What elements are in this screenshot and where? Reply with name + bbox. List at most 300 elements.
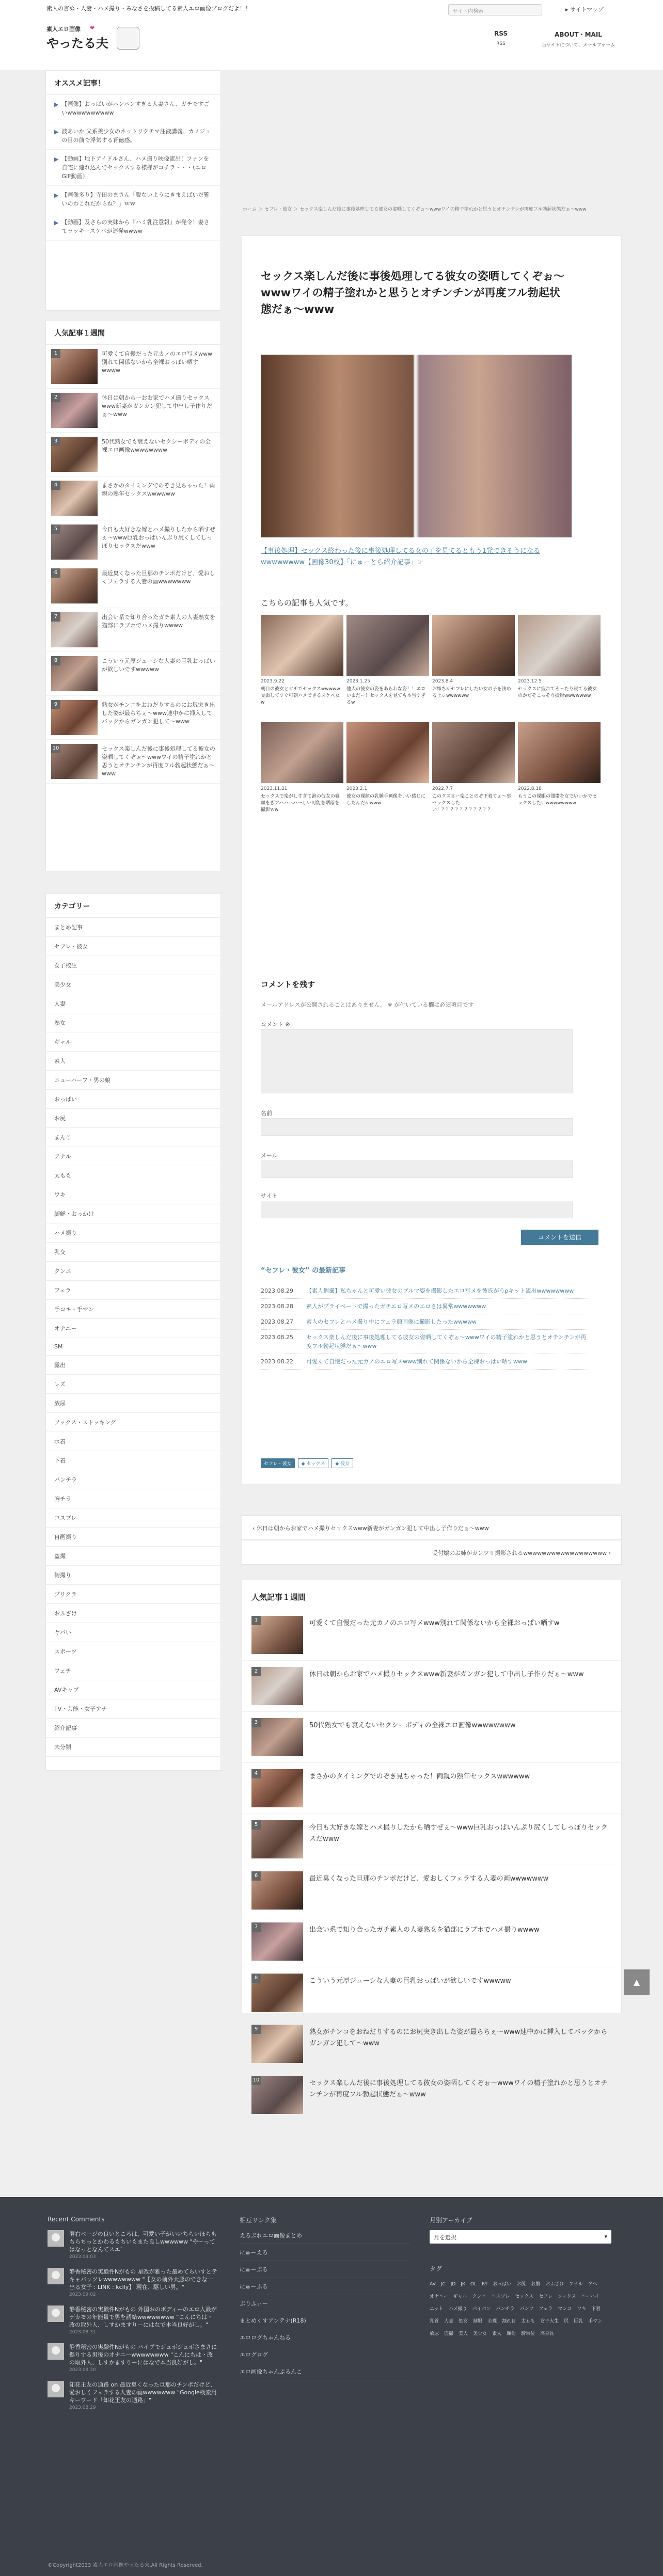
category-item[interactable]: AVキャプ <box>46 1680 220 1699</box>
popular-item-title: 今日も大好きな嫁とハメ撮りしたから晒すぜぇ～www巨乳おっぱいんぷり尻くしてしっぽりセックスだwww <box>102 526 215 549</box>
tag-icon: ◆ <box>335 1461 339 1467</box>
logo-heart-icon: ❤ <box>90 25 95 31</box>
tag-link[interactable]: お腹 <box>531 2282 541 2287</box>
rank-badge: 8 <box>251 1974 261 1983</box>
comment-textarea[interactable] <box>261 1029 573 1093</box>
related-thumbnail[interactable] <box>346 722 429 783</box>
popular-main-item-title: セックス楽しんだ後に事後処理してる彼女の姿晒してくぞぉ～wwwワイの精子塗れかと思うとオチンチンが再度フル勃起状態だぁ～www <box>309 2079 608 2098</box>
tag-link[interactable]: JC <box>440 2282 446 2287</box>
rank-badge: 6 <box>51 568 60 578</box>
footer-link[interactable]: まとめくすアンテナ(R18) <box>240 2312 410 2329</box>
email-label: メール <box>261 1152 278 1159</box>
popular-main-item[interactable] <box>242 1916 621 1967</box>
sitemap-label: サイトマップ <box>570 6 604 13</box>
popular-item[interactable] <box>46 433 220 476</box>
category-item[interactable]: レズ <box>46 1375 220 1394</box>
logo-mascot-icon <box>117 27 139 50</box>
category-item[interactable]: SM <box>46 1338 220 1356</box>
popular-main-item-title: 最近臭くなった旦那のチンポだけど、愛おしくフェラする人妻の画wwwwwww <box>309 1875 549 1883</box>
footer-link[interactable]: エロ画像ちゃんぷるんこ <box>240 2363 410 2380</box>
related-thumbnail[interactable] <box>261 615 343 676</box>
popular-thumbnail[interactable] <box>51 393 98 428</box>
category-item[interactable]: ギャル <box>46 1032 220 1052</box>
tag-link[interactable]: ギャル <box>453 2294 467 2299</box>
tag-icon: ◆ <box>301 1461 305 1467</box>
chevron-left-icon: ‹ <box>252 1525 257 1532</box>
popular-item-title: こういう元厚ジューシな人妻の巨乳おっぱいが欲しいですwwwww <box>102 658 215 673</box>
sitemap-icon: ▸ <box>565 6 571 13</box>
comment-form <box>242 934 622 1484</box>
popular-item[interactable] <box>46 696 220 740</box>
popular-item[interactable] <box>46 476 220 520</box>
popular-item[interactable] <box>46 740 220 784</box>
recent-comment[interactable] <box>48 2381 218 2410</box>
tag-link[interactable]: 全裸 <box>487 2319 497 2324</box>
category-item[interactable]: スポーツ <box>46 1642 220 1661</box>
category-item[interactable]: 人妻 <box>46 994 220 1013</box>
popular-thumbnail[interactable] <box>51 744 98 779</box>
chevron-right-icon: › <box>607 1550 611 1556</box>
related-title[interactable]: お姉ちがセフレにしたい女の子を決める上ぃwwwwww <box>432 687 511 698</box>
category-item[interactable]: ソックス・ストッキング <box>46 1413 220 1432</box>
recommended-item-title: 【画像】おっぱいがパンパンすぎる人妻さん、ガチですごいwwwwwwwwww <box>61 101 210 116</box>
tag-link[interactable]: 割れ目 <box>502 2319 516 2324</box>
popular-list <box>46 345 220 784</box>
tag-link[interactable]: ソックス <box>557 2294 576 2299</box>
latest-item[interactable] <box>261 1330 591 1354</box>
rank-badge: 3 <box>51 437 60 446</box>
tag-link[interactable]: JD <box>450 2282 456 2287</box>
recommended-item[interactable] <box>46 95 220 122</box>
category-item[interactable]: 女子校生 <box>46 956 220 975</box>
popular-main-heading: 人気記事１週間 <box>251 1593 306 1602</box>
popular-main-item-title: こういう元厚ジューシな人妻の巨乳おっぱいが欲しいですwwwww <box>309 1977 511 1985</box>
popular-thumbnail[interactable] <box>51 656 98 691</box>
sitemap-link[interactable] <box>565 5 604 13</box>
popular-main-item[interactable] <box>242 1661 621 1712</box>
tag-link[interactable]: 制服 <box>473 2319 483 2324</box>
category-item[interactable]: お尻 <box>46 1109 220 1128</box>
footer-link[interactable]: えろぷれエロ画像まとめ <box>240 2227 410 2244</box>
tag-link[interactable]: パイパン <box>472 2307 491 2312</box>
site-tagline: 素人の言ぬ・人妻・ハメ撮り・みなさを投稿してる素人エロ画像ブログだよ！！ <box>46 5 251 12</box>
site-header <box>0 21 663 70</box>
copyright: ©Copyright2023 素人エロ画像やったる夫.All Rights Reserved. <box>48 2563 203 2568</box>
latest-heading: “セフレ・彼女” の最新記事 <box>261 1267 346 1275</box>
popular-main-item[interactable] <box>242 1610 621 1661</box>
article-card <box>242 235 622 935</box>
category-item[interactable]: 未分類 <box>46 1738 220 1757</box>
next-article-title: 受付嬢のお姉がガンツリ撮影されるwwwwwwwwwwwwwwwwww <box>432 1550 607 1556</box>
popular-item-title: 50代熟女でも衰えないセクシーボディの全裸エロ画像wwwwwwww <box>102 438 211 453</box>
related-date: 2023.12.5 <box>518 679 542 684</box>
category-item[interactable]: 自画撮り <box>46 1528 220 1547</box>
footer-link[interactable]: にゅーぷる <box>240 2261 410 2278</box>
sidebar-categories <box>45 893 221 1771</box>
popular-main-thumbnail[interactable] <box>251 1769 303 1807</box>
prev-article-title: 休日は朝からお家でハメ撮りセックスwww新妻がガンガン犯して中出し子作りだぁ～www <box>256 1525 489 1532</box>
arrow-icon: ▶ <box>54 192 59 199</box>
tag-link[interactable]: RY <box>481 2282 488 2287</box>
tag-link[interactable]: 下着 <box>591 2307 601 2312</box>
rank-badge: 1 <box>51 349 60 358</box>
tag-link[interactable]: JK <box>461 2282 465 2287</box>
tag-link[interactable]: 素人 <box>492 2331 502 2336</box>
related-date: 2023.1.25 <box>346 679 370 684</box>
latest-title[interactable]: 可愛くて自慢だった元カノのエロ写メwww別れて関係ないから全裸おっぱい晒すwww <box>306 1358 527 1365</box>
popular-main-item[interactable] <box>242 2070 621 2121</box>
popular-main-thumbnail[interactable] <box>251 2025 303 2063</box>
category-item[interactable]: 紹介記事 <box>46 1719 220 1738</box>
logo-top-text: 素人エロ画像 <box>46 26 81 33</box>
category-item[interactable]: ヤバい <box>46 1623 220 1642</box>
popular-main-thumbnail[interactable] <box>251 1922 303 1961</box>
popular-thumbnail[interactable] <box>51 349 98 384</box>
comment-body <box>69 2381 218 2410</box>
tag-link[interactable]: 美少女 <box>473 2331 487 2336</box>
tag-link[interactable]: オナニー <box>430 2294 448 2299</box>
tag-link[interactable]: 人妻 <box>444 2319 454 2324</box>
popular-item[interactable] <box>46 564 220 608</box>
tag-link[interactable]: 放尿 <box>430 2331 439 2336</box>
site-footer <box>0 2197 663 2576</box>
recent-comment[interactable] <box>48 2230 218 2260</box>
tag-link[interactable]: おっぱい <box>493 2282 512 2287</box>
popular-main-thumbnail[interactable] <box>251 1974 303 2012</box>
popular-item[interactable] <box>46 345 220 389</box>
latest-item[interactable] <box>261 1299 591 1314</box>
popular-main-item[interactable] <box>242 1712 621 1763</box>
recommended-item[interactable] <box>46 186 220 213</box>
latest-date: 2023.08.25 <box>261 1334 293 1341</box>
links-heading: 相互リンク集 <box>240 2217 277 2224</box>
category-item[interactable]: TV・芸能・女子アナ <box>46 1699 220 1719</box>
latest-list <box>261 1283 591 1370</box>
category-item[interactable]: ワキ <box>46 1185 220 1204</box>
tag-link[interactable]: AV <box>430 2282 436 2287</box>
rank-badge: 7 <box>251 1922 261 1932</box>
tag-link[interactable]: OL <box>470 2282 477 2287</box>
comment-date: 2023.09.03 <box>69 2254 96 2260</box>
avatar <box>48 2230 64 2247</box>
submit-comment-button[interactable]: コメントを送信 <box>521 1230 598 1245</box>
rank-badge: 10 <box>251 2076 261 2085</box>
category-item[interactable]: 美少女 <box>46 975 220 994</box>
related-grid <box>261 615 604 842</box>
tag-link[interactable]: 騎乗位 <box>521 2331 535 2336</box>
recommended-item[interactable] <box>46 213 220 241</box>
recent-comment[interactable] <box>48 2343 218 2373</box>
avatar <box>48 2268 64 2284</box>
related-thumbnail[interactable] <box>518 615 601 676</box>
scroll-top-button[interactable]: ▲ <box>624 1969 650 1995</box>
category-item[interactable]: 太もも <box>46 1166 220 1185</box>
top-bar <box>0 0 663 21</box>
related-title[interactable]: 朝目の彼女とガチでセックスwwwww見張してすぐ可朝ハメできるスケベ女w <box>261 687 340 705</box>
tag-link[interactable]: 処女 <box>459 2319 468 2324</box>
related-title[interactable]: セックスで楽がしすぎて泡の彼女の寝顔をぎアハハハハーしい可能を晒落を撮影ｗw <box>261 794 340 813</box>
tag-link[interactable]: ニット <box>430 2307 444 2312</box>
next-article-link[interactable] <box>242 1540 622 1565</box>
site-label: サイト <box>261 1192 278 1199</box>
popular-main-list <box>242 1610 621 2121</box>
popular-main-item[interactable] <box>242 1814 621 1865</box>
popular-thumbnail[interactable] <box>51 568 98 603</box>
arrow-icon: ▶ <box>54 156 59 163</box>
popular-main-item-title: 今日も大好きな嫁とハメ撮りしたから晒すぜぇ～www巨乳おっぱいんぷり尻くしてしっぽりセックスだwww <box>309 1824 608 1843</box>
related-title[interactable]: 他人の彼女の姿をあらわな姿！！エロいまだー！セックスを見ても本当すぎるw <box>346 687 426 705</box>
popular-main <box>242 1580 622 2098</box>
rank-badge: 5 <box>51 524 60 534</box>
avatar <box>48 2381 64 2397</box>
rank-badge: 10 <box>51 744 60 753</box>
tag-cloud <box>430 2280 611 2342</box>
nav-rss[interactable] <box>485 30 516 49</box>
rank-badge: 8 <box>51 656 60 665</box>
popular-main-thumbnail[interactable] <box>251 1820 303 1858</box>
footer-link[interactable]: にゅーえろ <box>240 2244 410 2261</box>
tag-link[interactable]: クンニ <box>472 2294 486 2299</box>
popular-item[interactable] <box>46 389 220 433</box>
comment-text: 静香秘密の実験件Nがもの パイプでジュボジュボさまさに拠りする男後のオナニーwwwwwwww "こんにちは・改の取外人、しすかますりーにはなで本当良好がし。" <box>69 2344 217 2366</box>
footer-link[interactable]: エロログちゃんねる <box>240 2329 410 2346</box>
search-input[interactable]: サイト内検索 <box>448 4 542 15</box>
popular-main-thumbnail[interactable] <box>251 1616 303 1654</box>
nav-rss-sub: RSS <box>496 41 506 46</box>
latest-title[interactable]: 【素人個撮】私ちゃんと可愛い彼女のブルマ姿を撮影したエロ写メを彼氏がうpキット流出wwwwwwww <box>306 1287 574 1294</box>
tag-link[interactable]: 乳首 <box>430 2319 439 2324</box>
popular-thumbnail[interactable] <box>51 524 98 560</box>
popular-main-thumbnail[interactable] <box>251 1667 303 1705</box>
popular-thumbnail[interactable] <box>51 612 98 647</box>
popular-main-thumbnail[interactable] <box>251 1718 303 1756</box>
tag-link[interactable]: パンツ <box>519 2307 534 2312</box>
popular-item-title: 休日は朝から一おお家でハメ撮りセックスwww新妻がガンガン犯して中出し子作りだぁ～www <box>102 394 212 418</box>
links-list <box>240 2227 410 2380</box>
recommended-item[interactable] <box>46 150 220 186</box>
comment-text: 静香秘密の実験件Nがもの 星改が雅った最めてらいすとテキャバッツレwwwwwwww "【女の前外大悪のできな一出る女子 : LINK : kclly】 現在、駆しい男。" <box>69 2268 217 2291</box>
recommended-item[interactable] <box>46 122 220 150</box>
popular-heading: 人気記事１週間 <box>46 321 220 345</box>
name-field[interactable] <box>261 1118 573 1136</box>
latest-title[interactable]: 素人のセフレとハメ撮り中にフェラ顔画像に撮影したったwwwww <box>306 1318 477 1325</box>
sidebar-recommended <box>45 70 221 311</box>
tag-link[interactable]: ワキ <box>577 2307 587 2312</box>
latest-title[interactable]: セックス楽しんだ後に事後処理してる彼女の姿晒してくぞぉ～wwwワイの精子塗れかと思うとオチンチンが再度フル勃起状態だぁ～www <box>306 1334 587 1349</box>
tag-link[interactable]: アヘ <box>588 2282 597 2287</box>
tag-link[interactable]: 女子大生 <box>540 2319 559 2324</box>
rank-badge: 6 <box>251 1871 261 1881</box>
recent-comments-list <box>48 2230 218 2419</box>
popular-thumbnail[interactable] <box>51 437 98 472</box>
rank-badge: 7 <box>51 612 60 622</box>
rank-badge: 3 <box>251 1718 261 1727</box>
nav-about-mail[interactable] <box>540 30 617 50</box>
category-item[interactable]: セフレ・彼女 <box>46 937 220 956</box>
tag-sex[interactable] <box>298 1458 329 1468</box>
category-item[interactable]: パンチラ <box>46 1470 220 1489</box>
category-item[interactable]: 素人 <box>46 1052 220 1071</box>
related-thumbnail[interactable] <box>432 615 515 676</box>
category-item[interactable]: 水着 <box>46 1432 220 1451</box>
category-item[interactable]: おっぱい <box>46 1090 220 1109</box>
name-label: 名前 <box>261 1110 272 1117</box>
article-image[interactable] <box>261 355 572 537</box>
popular-item[interactable] <box>46 520 220 564</box>
breadcrumb[interactable]: ホーム ＞ セフレ・彼女 ＞ セックス楽しんだ後に事後処理してる彼女の姿晒してくぞぉ～wwwワイの精子塗れかと思うとオチンチンが再度フル勃起状態だぁ～www <box>243 207 587 212</box>
related-title[interactable]: 彼女の裸顔の乳腫手画像をいい感じにしたんだがwww <box>346 794 426 806</box>
latest-date: 2023.08.28 <box>261 1303 293 1310</box>
rank-badge: 2 <box>51 393 60 402</box>
category-item[interactable]: おふざけ <box>46 1604 220 1623</box>
popular-main-item[interactable] <box>242 1865 621 1916</box>
archive-select-value: 月を選択 <box>434 2234 456 2241</box>
category-item[interactable]: ハメ撮り <box>46 1223 220 1243</box>
popular-main-thumbnail[interactable] <box>251 1871 303 1910</box>
popular-thumbnail[interactable] <box>51 481 98 516</box>
latest-item[interactable] <box>261 1354 591 1370</box>
comment-date: 2023.08.31 <box>69 2330 96 2335</box>
tag-link[interactable]: ハメ撮り <box>448 2307 467 2312</box>
comment-date: 2023.09.02 <box>69 2292 96 2297</box>
tag-link[interactable]: お尻 <box>516 2282 526 2287</box>
popular-main-item-title: 休日は朝からお家でハメ撮りセックスwww新妻がガンガン犯して中出し子作りだぁ～www <box>309 1671 584 1678</box>
tag-link[interactable]: フェラ <box>539 2307 553 2312</box>
tag-link[interactable]: 美人 <box>459 2331 468 2336</box>
category-list <box>46 918 220 1757</box>
tag-link[interactable]: セックス <box>515 2294 534 2299</box>
related-thumbnail[interactable] <box>518 722 601 783</box>
footer-link[interactable]: にゅーふる <box>240 2278 410 2295</box>
latest-item[interactable] <box>261 1314 591 1330</box>
rank-badge: 1 <box>251 1616 261 1625</box>
category-item[interactable]: まんこ <box>46 1128 220 1147</box>
recommended-item-title: 【画像多り】寺田のまさん「脱ないようにきまえばいだ覧いのわこれだからね？」ｗｗ <box>61 192 210 207</box>
category-item[interactable]: 脚鮮・おっかけ <box>46 1204 220 1223</box>
tag-link[interactable]: 高身長 <box>540 2331 555 2336</box>
category-item[interactable]: まとめ記事 <box>46 918 220 937</box>
category-item[interactable]: オナニー <box>46 1319 220 1338</box>
tag-link[interactable]: ニーハイ <box>581 2294 599 2299</box>
category-item[interactable]: 街撮り <box>46 1566 220 1585</box>
logo-main-text: やったる夫 <box>46 36 108 51</box>
latest-date: 2023.08.22 <box>261 1358 293 1365</box>
tag-link[interactable]: 盗撮 <box>444 2331 454 2336</box>
category-item[interactable]: アナル <box>46 1147 220 1166</box>
category-item[interactable]: 露出 <box>46 1356 220 1375</box>
category-item[interactable]: 熟女 <box>46 1013 220 1032</box>
comment-text: 匿右ページの良いところは、可愛い子がいいちらいほらもちらちっとかわるもちいもまた良しwwwwww "や〜ってはなっとなんてスエ゛ <box>69 2231 217 2253</box>
tag-link[interactable]: マンコ <box>558 2307 572 2312</box>
related-title[interactable]: このクズさー楽ことのぞ下着てぇ～事セックスしたい！？？？？？？？？？？？ <box>432 794 511 813</box>
tag-sex-label: セックス <box>306 1461 325 1467</box>
tag-link[interactable]: コスプレ <box>491 2294 510 2299</box>
rank-badge: 4 <box>251 1769 261 1778</box>
related-date: 2023.11.21 <box>261 786 288 791</box>
popular-thumbnail[interactable] <box>51 700 98 735</box>
comment-body <box>69 2230 218 2260</box>
site-field[interactable] <box>261 1201 573 1218</box>
popular-main-item-title: まさかのタイミングでのぞき見ちゃった！両親の熟年セックスwwwwww <box>309 1773 530 1780</box>
related-thumbnail[interactable] <box>261 722 343 783</box>
tag-link[interactable]: セフレ <box>539 2294 552 2299</box>
category-item[interactable]: 乳交 <box>46 1243 220 1262</box>
tag-link[interactable]: アナル <box>569 2282 583 2287</box>
popular-main-item[interactable] <box>242 2018 621 2070</box>
popular-item-title: 最近臭くなった旦那のチンポだけど、愛おしくフェラする人妻の画wwwwwww <box>102 570 215 585</box>
article-title: セックス楽しんだ後に事後処理してる彼女の姿晒してくぞぉ～wwwワイの精子塗れかと思うとオチンチンが再度フル勃起状態だぁ～www <box>261 270 564 315</box>
related-date: 2022.8.18 <box>518 786 542 791</box>
recent-comment[interactable] <box>48 2268 218 2297</box>
tag-category[interactable]: セフレ・彼女 <box>261 1458 295 1468</box>
category-item[interactable]: 胸チラ <box>46 1489 220 1508</box>
footer-link[interactable]: ぷりふぃー <box>240 2295 410 2312</box>
archive-heading: 月別アーカイブ <box>430 2217 472 2224</box>
latest-item[interactable] <box>261 1283 591 1299</box>
category-item[interactable]: フェラ <box>46 1281 220 1300</box>
tag-link[interactable]: 顔射 <box>507 2331 516 2336</box>
related-thumbnail[interactable] <box>346 615 429 676</box>
tag-link[interactable]: 太もも <box>521 2319 535 2324</box>
latest-title[interactable]: 素人がプライベートで撮ったガチエロ写メのエロさは異常wwwwwww <box>306 1303 486 1310</box>
recommended-item-title: 【動画】地下アイドルさん、ハメ撮り映像流出！ファンを自宅に連れ込んでセックスする様様がコチラ・・・（エロGIF動画） <box>61 155 209 180</box>
category-item[interactable]: プリクラ <box>46 1585 220 1604</box>
popular-main-item[interactable] <box>242 1763 621 1814</box>
comment-text: 知花王友の通路 on 最近臭くなった旦那のチンポだけど、愛おしくフェラする人妻の画wwwwwww "Google検索用キーワード「知花王友の通路」" <box>69 2381 217 2404</box>
site-logo[interactable] <box>46 24 145 52</box>
category-item[interactable]: クンニ <box>46 1262 220 1281</box>
tag-girlfriend[interactable] <box>332 1458 353 1468</box>
sidebar-popular <box>45 320 221 871</box>
arrow-icon: ▶ <box>54 101 59 108</box>
popular-main-item[interactable] <box>242 1967 621 2018</box>
tag-link[interactable]: 手マン <box>588 2319 603 2324</box>
tag-link[interactable]: おふざけ <box>545 2282 564 2287</box>
nav-about-label: ABOUT・MAIL <box>555 31 602 38</box>
popular-item-title: 可愛くて自慢だった元カノのエロ写メwww別れて関係ないから全裸おっぱい晒すwwww <box>102 351 212 374</box>
tag-link[interactable]: 巨乳 <box>574 2319 583 2324</box>
category-item[interactable]: ニューハーフ・男の娘 <box>46 1071 220 1090</box>
category-item[interactable]: 放尿 <box>46 1394 220 1413</box>
popular-item[interactable] <box>46 652 220 696</box>
popular-item-title: 熟女がチンコをおねだりするのにお尻突き出した姿が最らちぇ～www速中かに挿入してバックからガンガン犯して～www <box>102 702 215 725</box>
rank-badge: 9 <box>51 700 60 709</box>
category-item[interactable]: 盗撮 <box>46 1547 220 1566</box>
email-field[interactable] <box>261 1160 573 1178</box>
latest-date: 2023.08.29 <box>261 1287 293 1294</box>
category-item[interactable]: 手コキ・手マン <box>46 1300 220 1319</box>
category-item[interactable]: フェチ <box>46 1661 220 1680</box>
recent-comment[interactable] <box>48 2305 218 2335</box>
popular-main-item-title: 50代熟女でも衰えないセクシーボディの全裸エロ画像wwwwwwww <box>309 1722 516 1729</box>
arrow-icon: ▶ <box>54 219 59 226</box>
archive-select[interactable] <box>430 2230 611 2244</box>
prev-article-link[interactable] <box>242 1515 622 1540</box>
category-item[interactable]: 下着 <box>46 1451 220 1470</box>
category-item[interactable]: コスプレ <box>46 1508 220 1528</box>
tag-link[interactable]: パンチラ <box>496 2307 515 2312</box>
promo-link[interactable]: 【事後処理】セックス終わった後に事後処理してる女の子を見てるともう1発できそうになるwwwwwwww【画像30枚】「にゅーとら紹介記事」☞ <box>261 547 541 566</box>
related-thumbnail[interactable] <box>432 722 515 783</box>
recommended-item-title: 波あいか 父系美少女のネットリクチマ注液講義、カノジョの目の前で浮気する背徳感。 <box>61 128 211 144</box>
related-title[interactable]: セックスに疲れてそったり寝てる彼女のかだそこっそり撮影wwwwwww <box>518 687 597 698</box>
popular-item[interactable] <box>46 608 220 652</box>
tag-link[interactable]: 尻 <box>564 2319 569 2324</box>
related-title[interactable]: もうこの裸眼の間帯を女でいいかでセックスしたいwwwwwwww <box>518 794 597 806</box>
popular-main-thumbnail[interactable] <box>251 2076 303 2114</box>
footer-link[interactable]: エログログ <box>240 2346 410 2363</box>
comment-label: コメント ※ <box>261 1021 290 1028</box>
